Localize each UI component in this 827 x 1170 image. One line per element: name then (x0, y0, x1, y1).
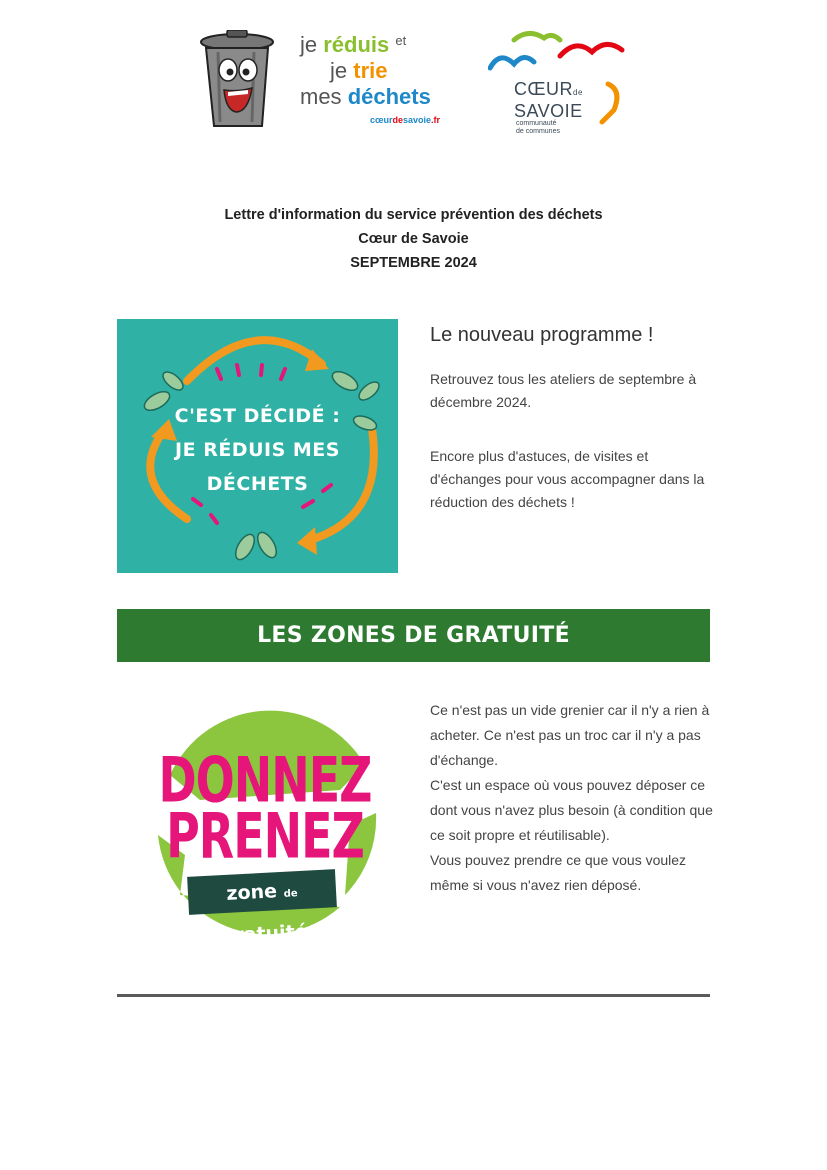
programme-heading: Le nouveau programme ! (430, 324, 654, 346)
logo-tag-de: de (283, 888, 298, 900)
title-line-2: Cœur de Savoie (358, 231, 469, 247)
coeur-de-savoie-logo (488, 28, 630, 140)
campaign-je-2: je (330, 58, 348, 83)
site-part-2: de (392, 115, 404, 125)
zones-paragraph-2: C'est un espace où vous pouvez déposer ce dont vous n'avez plus besoin (à condition que ce soit propre et réutilisable). (430, 777, 713, 843)
logo-tag-zone: zone (225, 880, 278, 905)
zones-paragraph-1: Ce n'est pas un vide grenier car il n'y a rien à acheter. Ce n'est pas un troc car il n'y a pas d'échange. (430, 702, 710, 768)
programme-paragraph-2: Encore plus d'astuces, de visites et d'échanges pour vous accompagner dans la réduction des déchets ! (430, 448, 705, 510)
site-part-3: savoie (403, 115, 432, 125)
campaign-website (370, 116, 475, 125)
image-line-1: C'EST DÉCIDÉ : (174, 405, 341, 427)
csv-name-de: de (573, 88, 583, 97)
programme-paragraph-1: Retrouvez tous les ateliers de septembre à décembre 2024. (430, 371, 697, 410)
title-line-1: Lettre d'information du service prévention des déchets (224, 207, 603, 223)
bottom-divider (117, 994, 710, 997)
zone-gratuite-logo (140, 695, 390, 948)
programme-image (117, 319, 398, 573)
site-part-4: .fr (431, 115, 441, 125)
campaign-je-1: je (300, 32, 318, 57)
zones-banner-title: LES ZONES DE GRATUITÉ (257, 623, 570, 648)
csv-sub-line1: communauté (516, 120, 557, 127)
logo-tag-gratuite: gratuité (220, 920, 309, 948)
logo-donnez: DONNEZ (158, 743, 372, 817)
campaign-dechets: déchets (347, 84, 431, 109)
logo-prenez: PRENEZ (166, 799, 364, 873)
trash-can-mascot-icon (196, 30, 278, 130)
title-line-3: SEPTEMBRE 2024 (350, 255, 477, 271)
site-part-1: cœur (370, 115, 393, 125)
image-line-2: JE RÉDUIS MES (175, 439, 340, 461)
zones-banner (117, 609, 710, 662)
csv-name-line2: SAVOIE (514, 101, 583, 121)
csv-subtitle (516, 120, 560, 136)
zones-paragraph-3: Vous pouvez prendre ce que vous voulez même si vous n'avez rien déposé. (430, 852, 687, 893)
csv-name-line1: CŒUR (514, 79, 573, 99)
programme-image-text (117, 399, 398, 501)
campaign-reduis: réduis (323, 32, 390, 57)
zones-description (430, 698, 720, 898)
campaign-et: et (395, 33, 407, 48)
csv-sub-line2: de communes (516, 128, 560, 135)
campaign-logo (300, 34, 475, 125)
campaign-trie: trie (353, 58, 388, 83)
logo-tag (187, 869, 337, 948)
csv-name (514, 80, 583, 120)
campaign-mes: mes (300, 84, 342, 109)
newsletter-title (0, 203, 827, 275)
image-line-3: DÉCHETS (206, 473, 309, 495)
